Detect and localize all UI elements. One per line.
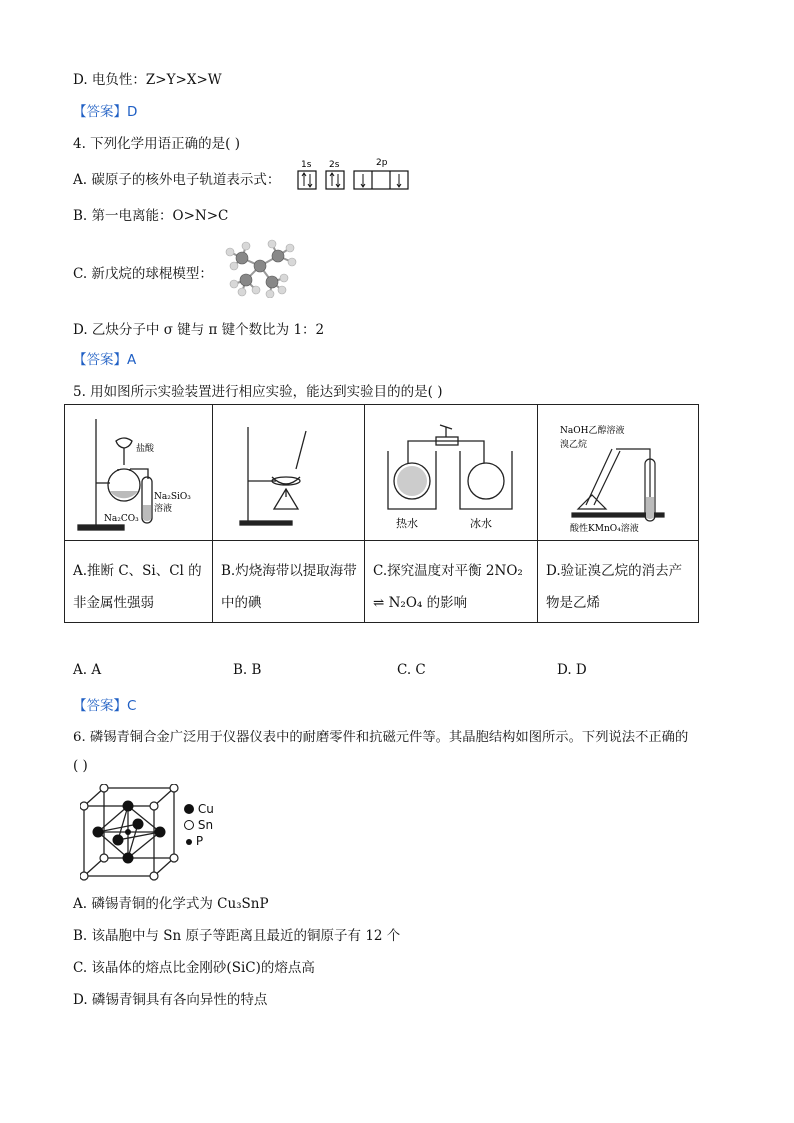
cell-b-figure xyxy=(213,405,365,541)
q5-choice-a: A. A xyxy=(73,662,102,678)
label-kmno4: 酸性KMnO₄溶液 xyxy=(570,524,639,534)
q4-option-d: D. 乙炔分子中 σ 键与 π 键个数比为 1：2 xyxy=(73,322,325,338)
orbital-label-2s: 2s xyxy=(329,160,340,170)
legend-cu xyxy=(184,802,214,816)
q6-option-b: B. 该晶胞中与 Sn 原子等距离且最近的铜原子有 12 个 xyxy=(73,928,401,944)
q6-stem: 6. 磷锡青铜合金广泛用于仪器仪表中的耐磨零件和抗磁元件等。其晶胞结构如图所示。下列说法不正确的 xyxy=(73,730,689,745)
cell-a-figure xyxy=(65,405,213,541)
orbital-diagram xyxy=(296,158,412,194)
cell-c-caption: C.探究温度对平衡 2NO₂ ⇌ N₂O₄ 的影响 xyxy=(365,541,538,623)
q5-answer: 【答案】C xyxy=(73,698,137,714)
legend-p-marker xyxy=(186,839,192,845)
legend-p-label: P xyxy=(195,834,204,848)
q4-option-c: C. 新戊烷的球棍模型： xyxy=(73,266,213,282)
apparatus-b-image xyxy=(214,405,364,539)
apparatus-c-image xyxy=(366,405,536,539)
label-solution: 溶液 xyxy=(153,504,172,514)
q6-option-a: A. 磷锡青铜的化学式为 Cu₃SnP xyxy=(73,896,269,912)
apparatus-d-image xyxy=(538,405,698,539)
label-ice-water: 冰水 xyxy=(470,517,492,530)
legend-sn xyxy=(184,818,213,832)
label-bromoethane: 溴乙烷 xyxy=(560,440,588,450)
legend-p xyxy=(186,834,203,848)
label-na2co3: Na₂CO₃ xyxy=(103,514,139,524)
cell-d-figure xyxy=(538,405,699,541)
cell-a-caption: A.推断 C、Si、Cl 的非金属性强弱 xyxy=(65,541,213,623)
cell-b-caption: B.灼烧海带以提取海带中的碘 xyxy=(213,541,365,623)
legend-sn-label: Sn xyxy=(197,818,214,832)
label-hcl: 盐酸 xyxy=(135,444,154,454)
q6-option-c: C. 该晶体的熔点比金刚砂(SiC)的熔点高 xyxy=(73,960,315,976)
label-naoh-ethanol: NaOH乙醇溶液 xyxy=(560,426,625,436)
q6-option-d: D. 磷锡青铜具有各向异性的特点 xyxy=(73,992,268,1008)
q4-answer: 【答案】A xyxy=(73,352,137,368)
q4-option-b: B. 第一电离能：O>N>C xyxy=(73,208,229,224)
q5-choice-b: B. B xyxy=(233,662,262,678)
q5-experiment-table xyxy=(64,404,699,623)
label-hot-water: 热水 xyxy=(396,517,418,530)
apparatus-a-image xyxy=(66,405,212,539)
q4-option-a: A. 碳原子的核外电子轨道表示式： xyxy=(73,172,281,188)
q6-stem-paren: ( ) xyxy=(73,758,88,774)
orbital-label-1s: 1s xyxy=(301,160,312,170)
q4-stem: 4. 下列化学用语正确的是( ) xyxy=(73,136,240,152)
q5-choice-c: C. C xyxy=(397,662,426,678)
label-na2sio3: Na₂SiO₃ xyxy=(153,492,191,502)
q3-option-d: D. 电负性：Z>Y>X>W xyxy=(73,72,222,88)
neopentane-model-image xyxy=(220,236,302,298)
legend-cu-marker xyxy=(184,804,194,814)
q5-choice-d: D. D xyxy=(557,662,587,678)
q5-stem: 5. 用如图所示实验装置进行相应实验，能达到实验目的的是( ) xyxy=(73,384,443,400)
q3-answer: 【答案】D xyxy=(73,104,138,120)
legend-sn-marker xyxy=(184,820,194,830)
cell-c-figure xyxy=(365,405,538,541)
crystal-cell-image xyxy=(80,784,180,882)
legend-cu-label: Cu xyxy=(197,802,214,816)
orbital-label-2p: 2p xyxy=(376,158,388,168)
cell-d-caption: D.验证溴乙烷的消去产物是乙烯 xyxy=(538,541,699,623)
